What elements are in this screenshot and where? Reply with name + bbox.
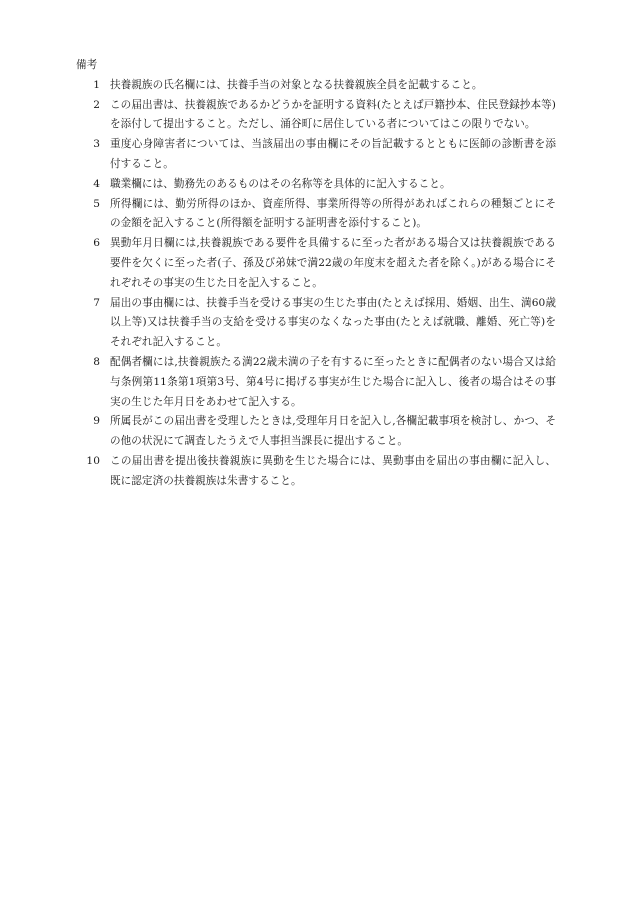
note-text: 配偶者欄には,扶養親族たる満22歳未満の子を有するに至ったときに配偶者のない場合又は給与条例第11条第1項第3号、第4号に掲げる事実が生じた場合に記入し、後者の場合はその事実の生じた年月日をあわせて記入する。 [110,355,556,408]
notes-list [76,76,556,492]
note-number: 8 [93,355,100,368]
note-text: 届出の事由欄には、扶養手当を受ける事実の生じた事由(たとえば採用、婚姻、出生、満60歳以上等)又は扶養手当の支給を受ける事実のなくなった事由(たとえば就職、離婚、死亡等)をそれぞれ記入すること。 [110,296,556,349]
note-item-2 [76,96,556,136]
note-item-3 [76,135,556,175]
note-item-6 [76,234,556,293]
note-number: 2 [93,98,100,111]
note-number: 9 [93,415,100,428]
note-item-7 [76,294,556,353]
note-item-8 [76,353,556,412]
note-item-9 [76,412,556,452]
note-text: 職業欄には、勤務先のあるものはその名称等を具体的に記入すること。 [110,177,451,190]
note-number: 10 [86,454,100,467]
note-text: 所属長がこの届出書を受理したときは,受理年月日を記入し,各欄記載事項を検討し、かつ、その他の状況にて調査したうえで人事担当課長に提出すること。 [110,415,556,448]
note-text: 所得欄には、勤労所得のほか、資産所得、事業所得等の所得があればこれらの種類ごとにその金額を記入すること(所得額を証明する証明書を添付すること)。 [110,197,556,230]
note-text: 扶養親族の氏名欄には、扶養手当の対象となる扶養親族全員を記載すること。 [110,78,483,91]
note-item-10 [76,452,556,492]
note-text: この届出書を提出後扶養親族に異動を生じた場合には、異動事由を届出の事由欄に記入し、既に認定済の扶養親族は朱書すること。 [110,454,556,487]
note-number: 1 [93,78,100,91]
note-item-4 [76,175,556,195]
document-page [76,56,556,492]
note-item-1 [76,76,556,96]
note-number: 4 [93,177,100,190]
note-number: 6 [93,237,100,250]
note-number: 3 [93,138,100,151]
note-item-5 [76,195,556,235]
notes-heading: 備考 [76,59,98,71]
note-text: この届出書は、扶養親族であるかどうかを証明する資料(たとえば戸籍抄本、住民登録抄本等)を添付して提出すること。ただし、涌谷町に居住している者についてはこの限りでない。 [110,98,556,131]
note-text: 異動年月日欄には,扶養親族である要件を具備するに至った者がある場合又は扶養親族である要件を欠くに至った者(子、孫及び弟妹で満22歳の年度末を超えた者を除く。)がある場合にそれぞれその事実の生じた日を記入すること。 [110,237,556,289]
note-number: 5 [93,197,100,210]
note-text: 重度心身障害者については、当該届出の事由欄にその旨記載するとともに医師の診断書を添付すること。 [110,138,556,170]
note-number: 7 [93,296,100,309]
